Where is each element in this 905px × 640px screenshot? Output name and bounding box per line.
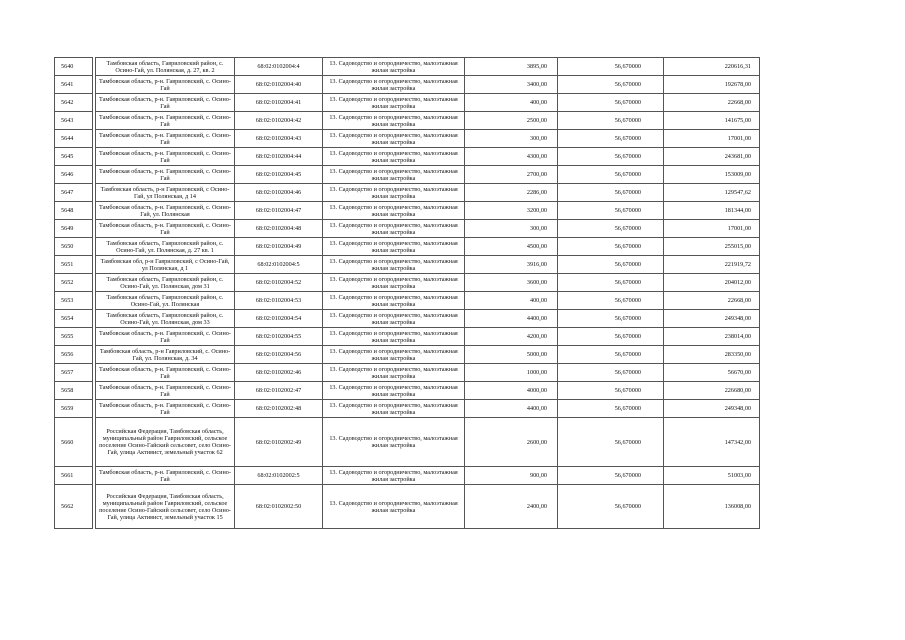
row-number-cell: 5654	[55, 310, 93, 328]
land-use-cell: 13. Садоводство и огородничество, малоэтажная жилая застройка	[323, 364, 465, 382]
table-row	[55, 148, 760, 166]
specific-value-cell: 56,670000	[558, 220, 664, 238]
table-row	[55, 328, 760, 346]
specific-value-cell: 56,670000	[558, 346, 664, 364]
row-number-cell: 5662	[55, 485, 93, 529]
cadastral-number-cell: 68:02:0102004:46	[235, 184, 323, 202]
address-cell: Тамбовская область, р-н. Гавриловский, с. Осино-Гай	[96, 467, 235, 485]
cadastral-value-cell: 226680,00	[664, 382, 760, 400]
specific-value-cell: 56,670000	[558, 76, 664, 94]
row-number-cell: 5650	[55, 238, 93, 256]
specific-value-cell: 56,670000	[558, 184, 664, 202]
land-use-cell: 13. Садоводство и огородничество, малоэтажная жилая застройка	[323, 58, 465, 76]
land-use-cell: 13. Садоводство и огородничество, малоэтажная жилая застройка	[323, 112, 465, 130]
land-use-cell: 13. Садоводство и огородничество, малоэтажная жилая застройка	[323, 346, 465, 364]
area-cell: 2700,00	[465, 166, 558, 184]
table-row	[55, 238, 760, 256]
address-cell: Тамбовская область, р-н Гавриловский, с. Осино-Гай, ул. Полянская, д. 34	[96, 346, 235, 364]
cadastral-value-cell: 129547,62	[664, 184, 760, 202]
area-cell: 5000,00	[465, 346, 558, 364]
land-use-cell: 13. Садоводство и огородничество, малоэтажная жилая застройка	[323, 202, 465, 220]
specific-value-cell: 56,670000	[558, 238, 664, 256]
address-cell: Тамбовская обл, р-н Гавриловский, с Осино-Гай, ул Полянская, д 1	[96, 256, 235, 274]
table-row	[55, 202, 760, 220]
land-use-cell: 13. Садоводство и огородничество, малоэтажная жилая застройка	[323, 184, 465, 202]
specific-value-cell: 56,670000	[558, 310, 664, 328]
table-row	[55, 274, 760, 292]
row-number-cell: 5651	[55, 256, 93, 274]
cadastral-value-cell: 22668,00	[664, 94, 760, 112]
cadastral-value-cell: 17001,00	[664, 130, 760, 148]
address-cell: Тамбовская область, р-н. Гавриловский, с. Осино-Гай	[96, 94, 235, 112]
table-row	[55, 112, 760, 130]
specific-value-cell: 56,670000	[558, 166, 664, 184]
specific-value-cell: 56,670000	[558, 256, 664, 274]
address-cell: Тамбовская область, р-н. Гавриловский, с. Осино-Гай	[96, 328, 235, 346]
cadastral-value-cell: 147342,00	[664, 418, 760, 467]
land-use-cell: 13. Садоводство и огородничество, малоэтажная жилая застройка	[323, 418, 465, 467]
cadastral-value-cell: 283350,00	[664, 346, 760, 364]
land-use-cell: 13. Садоводство и огородничество, малоэтажная жилая застройка	[323, 292, 465, 310]
cadastral-number-cell: 68:02:0102004:40	[235, 76, 323, 94]
cadastral-value-cell: 249348,00	[664, 400, 760, 418]
cadastral-number-cell: 68:02:0102002:5	[235, 467, 323, 485]
table-row	[55, 184, 760, 202]
specific-value-cell: 56,670000	[558, 148, 664, 166]
table-row	[55, 292, 760, 310]
table-row	[55, 256, 760, 274]
land-use-cell: 13. Садоводство и огородничество, малоэтажная жилая застройка	[323, 148, 465, 166]
specific-value-cell: 56,670000	[558, 58, 664, 76]
specific-value-cell: 56,670000	[558, 382, 664, 400]
row-number-cell: 5646	[55, 166, 93, 184]
area-cell: 4400,00	[465, 400, 558, 418]
cadastral-value-cell: 56670,00	[664, 364, 760, 382]
cadastral-value-cell: 192678,00	[664, 76, 760, 94]
specific-value-cell: 56,670000	[558, 328, 664, 346]
cadastral-number-cell: 68:02:0102004:54	[235, 310, 323, 328]
cadastral-value-cell: 221919,72	[664, 256, 760, 274]
table-row	[55, 364, 760, 382]
row-number-cell: 5653	[55, 292, 93, 310]
address-cell: Тамбовская область, Гавриловский район, с. Осино-Гай, ул. Полянская, д. 27, кв. 2	[96, 58, 235, 76]
cadastral-value-table	[54, 57, 760, 529]
table-row	[55, 467, 760, 485]
cadastral-number-cell: 68:02:0102004:41	[235, 94, 323, 112]
address-cell: Тамбовская область, Гавриловский район, с. Осино-Гай, ул. Полянская, д. 27 кв. 1	[96, 238, 235, 256]
area-cell: 3895,00	[465, 58, 558, 76]
area-cell: 4400,00	[465, 310, 558, 328]
cadastral-value-cell: 220616,31	[664, 58, 760, 76]
cadastral-value-cell: 153009,00	[664, 166, 760, 184]
row-number-cell: 5652	[55, 274, 93, 292]
cadastral-number-cell: 68:02:0102004:43	[235, 130, 323, 148]
specific-value-cell: 56,670000	[558, 418, 664, 467]
land-use-cell: 13. Садоводство и огородничество, малоэтажная жилая застройка	[323, 166, 465, 184]
specific-value-cell: 56,670000	[558, 400, 664, 418]
area-cell: 3600,00	[465, 274, 558, 292]
cadastral-number-cell: 68:02:0102002:46	[235, 364, 323, 382]
area-cell: 4000,00	[465, 382, 558, 400]
area-cell: 900,00	[465, 467, 558, 485]
area-cell: 2600,00	[465, 418, 558, 467]
address-cell: Тамбовская область, р-н. Гавриловский, с. Осино-Гай	[96, 220, 235, 238]
cadastral-value-cell: 51003,00	[664, 467, 760, 485]
cadastral-number-cell: 68:02:0102004:55	[235, 328, 323, 346]
area-cell: 400,00	[465, 292, 558, 310]
area-cell: 300,00	[465, 130, 558, 148]
cadastral-value-cell: 181344,00	[664, 202, 760, 220]
land-use-cell: 13. Садоводство и огородничество, малоэтажная жилая застройка	[323, 130, 465, 148]
area-cell: 400,00	[465, 94, 558, 112]
table-row	[55, 220, 760, 238]
cadastral-number-cell: 68:02:0102002:47	[235, 382, 323, 400]
address-cell: Тамбовская область, р-н. Гавриловский, с. Осино-Гай	[96, 130, 235, 148]
area-cell: 3916,00	[465, 256, 558, 274]
row-number-cell: 5648	[55, 202, 93, 220]
specific-value-cell: 56,670000	[558, 292, 664, 310]
area-cell: 2400,00	[465, 485, 558, 529]
specific-value-cell: 56,670000	[558, 202, 664, 220]
cadastral-number-cell: 68:02:0102002:49	[235, 418, 323, 467]
area-cell: 4200,00	[465, 328, 558, 346]
cadastral-number-cell: 68:02:0102004:48	[235, 220, 323, 238]
land-use-cell: 13. Садоводство и огородничество, малоэтажная жилая застройка	[323, 238, 465, 256]
row-number-cell: 5640	[55, 58, 93, 76]
address-cell: Тамбовская область, р-н. Гавриловский, с. Осино-Гай	[96, 400, 235, 418]
row-number-cell: 5645	[55, 148, 93, 166]
cadastral-number-cell: 68:02:0102004:4	[235, 58, 323, 76]
table-row	[55, 76, 760, 94]
land-use-cell: 13. Садоводство и огородничество, малоэтажная жилая застройка	[323, 382, 465, 400]
cadastral-value-cell: 249348,00	[664, 310, 760, 328]
cadastral-value-cell: 17001,00	[664, 220, 760, 238]
cadastral-value-cell: 238014,00	[664, 328, 760, 346]
cadastral-number-cell: 68:02:0102002:50	[235, 485, 323, 529]
specific-value-cell: 56,670000	[558, 94, 664, 112]
table-row	[55, 166, 760, 184]
land-use-cell: 13. Садоводство и огородничество, малоэтажная жилая застройка	[323, 328, 465, 346]
table-row	[55, 346, 760, 364]
address-cell: Российская Федерация, Тамбовская область, муниципальный район Гавриловский, сельское поселение Осино-Гайский сельсовет, село Осино-Гай, улица Активист, земельный участок 15	[96, 485, 235, 529]
row-number-cell: 5661	[55, 467, 93, 485]
address-cell: Тамбовская область, р-н. Гавриловский, с. Осино-Гай	[96, 112, 235, 130]
row-number-cell: 5644	[55, 130, 93, 148]
cadastral-value-cell: 141675,00	[664, 112, 760, 130]
table-row	[55, 130, 760, 148]
land-use-cell: 13. Садоводство и огородничество, малоэтажная жилая застройка	[323, 467, 465, 485]
row-number-cell: 5643	[55, 112, 93, 130]
address-cell: Тамбовская область, Гавриловский район, с. Осино-Гай, ул. Полянская, дом 33	[96, 310, 235, 328]
row-number-cell: 5641	[55, 76, 93, 94]
cadastral-number-cell: 68:02:0102004:53	[235, 292, 323, 310]
table-row	[55, 400, 760, 418]
row-number-cell: 5647	[55, 184, 93, 202]
cadastral-number-cell: 68:02:0102004:49	[235, 238, 323, 256]
area-cell: 2500,00	[465, 112, 558, 130]
address-cell: Тамбовская область, Гавриловский район, с. Осино-Гай, ул. Полянская, дом 31	[96, 274, 235, 292]
table-body	[55, 58, 760, 529]
row-number-cell: 5658	[55, 382, 93, 400]
specific-value-cell: 56,670000	[558, 112, 664, 130]
cadastral-number-cell: 68:02:0102002:48	[235, 400, 323, 418]
area-cell: 1000,00	[465, 364, 558, 382]
table-row	[55, 58, 760, 76]
specific-value-cell: 56,670000	[558, 467, 664, 485]
address-cell: Тамбовская область, р-н. Гавриловский, с. Осино-Гай	[96, 76, 235, 94]
area-cell: 3400,00	[465, 76, 558, 94]
land-use-cell: 13. Садоводство и огородничество, малоэтажная жилая застройка	[323, 274, 465, 292]
land-use-cell: 13. Садоводство и огородничество, малоэтажная жилая застройка	[323, 485, 465, 529]
address-cell: Тамбовская область, р-н. Гавриловский, с. Осино-Гай	[96, 148, 235, 166]
cadastral-value-cell: 243681,00	[664, 148, 760, 166]
row-number-cell: 5655	[55, 328, 93, 346]
address-cell: Тамбовская область, р-н. Гавриловский, с. Осино-Гай	[96, 166, 235, 184]
row-number-cell: 5642	[55, 94, 93, 112]
cadastral-number-cell: 68:02:0102004:47	[235, 202, 323, 220]
cadastral-number-cell: 68:02:0102004:42	[235, 112, 323, 130]
cadastral-number-cell: 68:02:0102004:44	[235, 148, 323, 166]
address-cell: Тамбовская область, р-н Гавриловский, с Осино-Гай, ул Полянская, д 14	[96, 184, 235, 202]
area-cell: 3200,00	[465, 202, 558, 220]
row-number-cell: 5657	[55, 364, 93, 382]
cadastral-value-cell: 255015,00	[664, 238, 760, 256]
area-cell: 2286,00	[465, 184, 558, 202]
area-cell: 300,00	[465, 220, 558, 238]
table-row	[55, 310, 760, 328]
row-number-cell: 5649	[55, 220, 93, 238]
cadastral-value-cell: 22668,00	[664, 292, 760, 310]
table-row	[55, 485, 760, 529]
cadastral-number-cell: 68:02:0102004:52	[235, 274, 323, 292]
specific-value-cell: 56,670000	[558, 485, 664, 529]
address-cell: Тамбовская область, р-н. Гавриловский, с. Осино-Гай	[96, 382, 235, 400]
address-cell: Тамбовская область, р-н. Гавриловский, с. Осино-Гай, ул. Полянская	[96, 202, 235, 220]
cadastral-number-cell: 68:02:0102004:5	[235, 256, 323, 274]
table-row	[55, 418, 760, 467]
row-number-cell: 5656	[55, 346, 93, 364]
land-use-cell: 13. Садоводство и огородничество, малоэтажная жилая застройка	[323, 310, 465, 328]
cadastral-value-cell: 136008,00	[664, 485, 760, 529]
specific-value-cell: 56,670000	[558, 130, 664, 148]
cadastral-number-cell: 68:02:0102004:45	[235, 166, 323, 184]
row-number-cell: 5660	[55, 418, 93, 467]
land-use-cell: 13. Садоводство и огородничество, малоэтажная жилая застройка	[323, 94, 465, 112]
table-row	[55, 94, 760, 112]
address-cell: Российская Федерация, Тамбовская область, муниципальный район Гавриловский, сельское поселение Осино-Гайский сельсовет, село Осино-Гай, улица Активист, земельный участок 62	[96, 418, 235, 467]
cadastral-number-cell: 68:02:0102004:56	[235, 346, 323, 364]
table-row	[55, 382, 760, 400]
land-use-cell: 13. Садоводство и огородничество, малоэтажная жилая застройка	[323, 76, 465, 94]
cadastral-value-cell: 204012,00	[664, 274, 760, 292]
row-number-cell: 5659	[55, 400, 93, 418]
area-cell: 4500,00	[465, 238, 558, 256]
specific-value-cell: 56,670000	[558, 274, 664, 292]
specific-value-cell: 56,670000	[558, 364, 664, 382]
address-cell: Тамбовская область, р-н. Гавриловский, с. Осино-Гай	[96, 364, 235, 382]
land-use-cell: 13. Садоводство и огородничество, малоэтажная жилая застройка	[323, 220, 465, 238]
land-use-cell: 13. Садоводство и огородничество, малоэтажная жилая застройка	[323, 400, 465, 418]
area-cell: 4300,00	[465, 148, 558, 166]
land-use-cell: 13. Садоводство и огородничество, малоэтажная жилая застройка	[323, 256, 465, 274]
address-cell: Тамбовская область, Гавриловский район, с. Осино-Гай, ул. Полянская	[96, 292, 235, 310]
